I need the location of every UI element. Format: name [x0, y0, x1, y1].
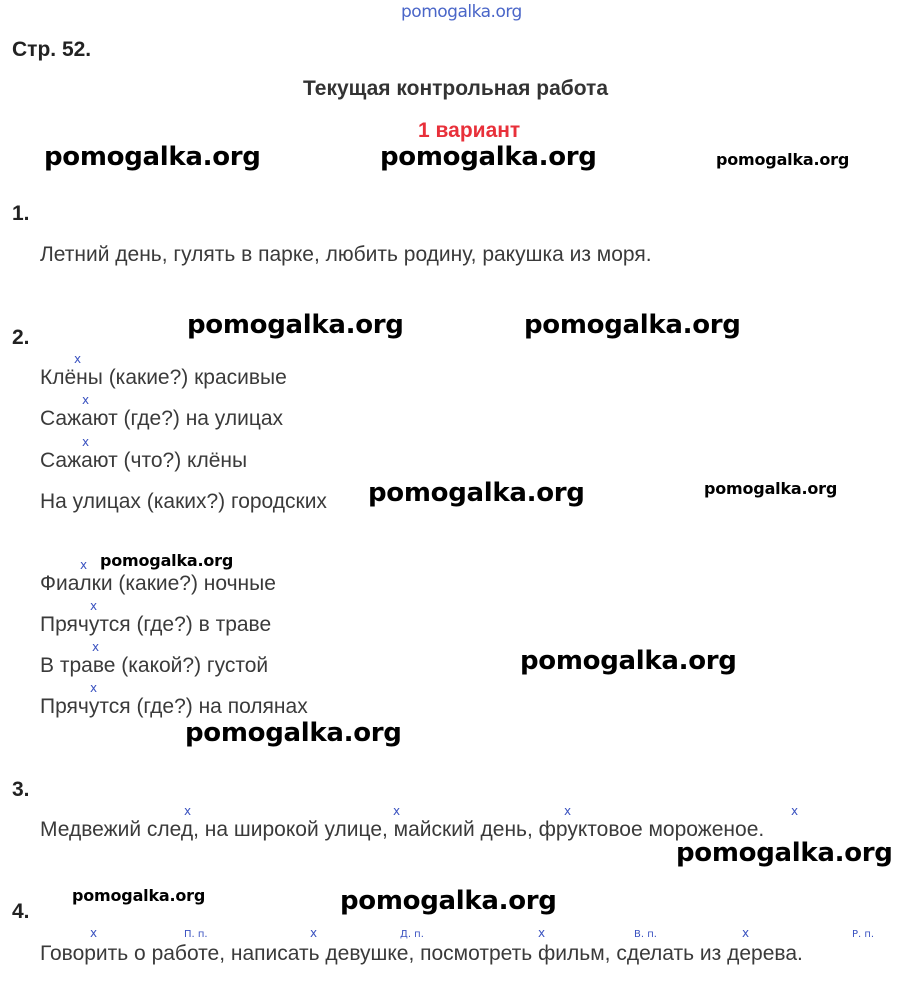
- watermark: pomogalka.org: [340, 886, 557, 916]
- watermark: pomogalka.org: [520, 646, 737, 676]
- page-number: Стр. 52.: [12, 38, 92, 61]
- page-title: Текущая контрольная работа: [303, 77, 609, 100]
- case-mark: П. п.: [184, 929, 208, 940]
- watermark: pomogalka.org: [100, 551, 234, 570]
- main-word-mark: x: [74, 352, 82, 366]
- watermark: pomogalka.org: [368, 478, 585, 508]
- main-word-mark: x: [90, 599, 98, 613]
- watermark: pomogalka.org: [187, 310, 404, 340]
- main-word-mark: x: [80, 558, 88, 572]
- case-mark: В. п.: [634, 929, 657, 940]
- watermark: pomogalka.org: [524, 310, 741, 340]
- main-word-mark: x: [184, 804, 192, 818]
- top-watermark: pomogalka.org: [401, 2, 522, 22]
- main-word-mark: x: [742, 926, 750, 940]
- main-word-mark: x: [564, 804, 572, 818]
- phrase-line: Фиалки (какие?) ночные: [40, 572, 276, 595]
- phrase-line: Сажают (где?) на улицах: [40, 407, 284, 430]
- main-word-mark: x: [310, 926, 318, 940]
- task-number: 2.: [12, 326, 30, 349]
- main-word-mark: x: [538, 926, 546, 940]
- task-number: 3.: [12, 778, 30, 801]
- main-word-mark: x: [82, 435, 90, 449]
- phrase-line: Клёны (какие?) красивые: [40, 366, 287, 389]
- watermark: pomogalka.org: [44, 142, 261, 172]
- phrase-line: Прячутся (где?) в траве: [40, 613, 272, 636]
- main-word-mark: x: [82, 393, 90, 407]
- case-mark: Д. п.: [400, 929, 424, 940]
- phrase-line: Сажают (что?) клёны: [40, 449, 248, 472]
- watermark: pomogalka.org: [716, 150, 850, 169]
- main-word-mark: x: [393, 804, 401, 818]
- task-text: Говорить о работе, написать девушке, посмотреть фильм, сделать из дерева.: [40, 942, 803, 965]
- variant-label: 1 вариант: [418, 119, 521, 142]
- main-word-mark: x: [791, 804, 799, 818]
- task-number: 1.: [12, 202, 30, 225]
- main-word-mark: x: [90, 681, 98, 695]
- watermark: pomogalka.org: [704, 479, 838, 498]
- task-text: Летний день, гулять в парке, любить родину, ракушка из моря.: [40, 243, 652, 266]
- watermark: pomogalka.org: [380, 142, 597, 172]
- phrase-line: На улицах (каких?) городских: [40, 490, 327, 513]
- case-mark: Р. п.: [852, 929, 875, 940]
- task-number: 4.: [12, 900, 30, 923]
- main-word-mark: x: [90, 926, 98, 940]
- phrase-line: Прячутся (где?) на полянах: [40, 695, 308, 718]
- watermark: pomogalka.org: [72, 886, 206, 905]
- watermark: pomogalka.org: [676, 838, 893, 868]
- phrase-line: В траве (какой?) густой: [40, 654, 269, 677]
- task-text: Медвежий след, на широкой улице, майский день, фруктовое мороженое.: [40, 818, 765, 841]
- watermark: pomogalka.org: [185, 718, 402, 748]
- main-word-mark: x: [92, 640, 100, 654]
